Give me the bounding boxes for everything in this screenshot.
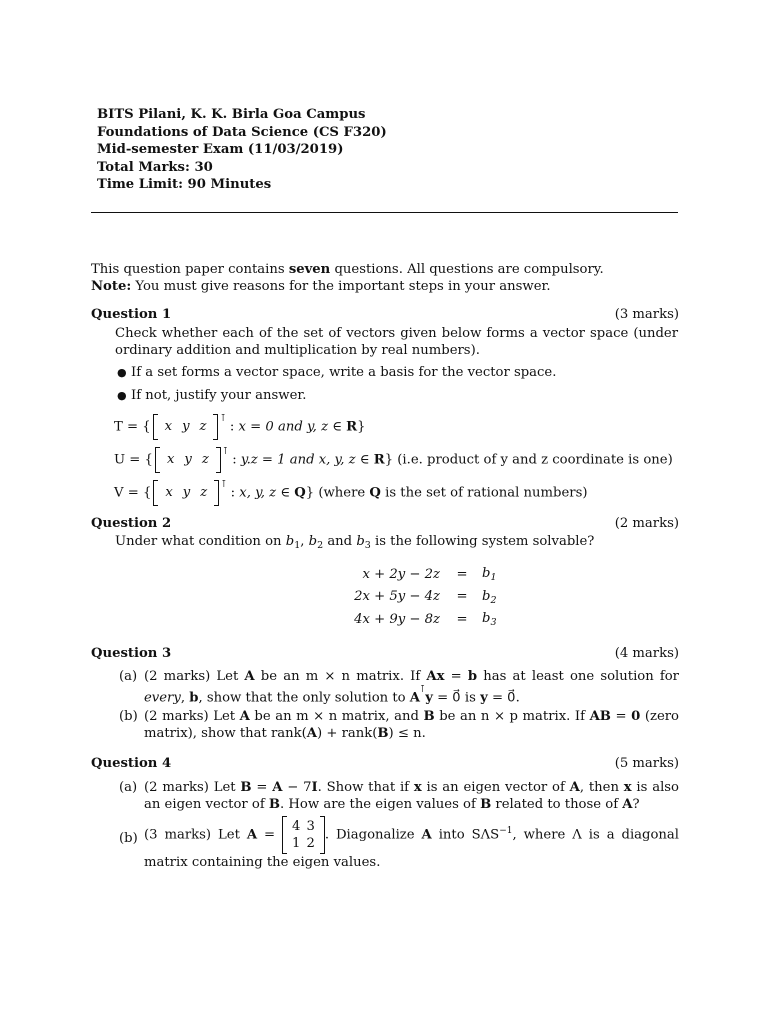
question-1-body: Check whether each of the set of vectors given below forms a vector space (under ordinary addition and multiplication by real numbers). <box>115 326 678 358</box>
question-3-marks: (4 marks) <box>614 646 679 661</box>
header-exam: Mid-semester Exam (11/03/2019) <box>97 142 344 157</box>
question-2-title: Question 2 <box>91 516 172 531</box>
question-1-bullet-1: ● If a set forms a vector space, write a basis for the vector space. <box>117 365 557 380</box>
question-1-bullet-2: ● If not, justify your answer. <box>117 388 307 403</box>
exam-header <box>97 106 387 194</box>
set-V: V = { x y z⊺ : x, y, z ∈ Q} (where Q is the set of rational numbers) <box>114 480 587 503</box>
matrix-A: 4 3 1 2 <box>282 816 325 854</box>
question-1-marks: (3 marks) <box>614 307 679 322</box>
header-institution: BITS Pilani, K. K. Birla Goa Campus <box>97 107 366 122</box>
set-U: U = { x y z⊺ : y.z = 1 and x, y, z ∈ R} (i.e. product of y and z coordinate is one) <box>114 447 673 470</box>
question-4-marks: (5 marks) <box>614 756 679 771</box>
question-1-title: Question 1 <box>91 307 172 322</box>
header-course: Foundations of Data Science (CS F320) <box>97 124 387 140</box>
question-2-body: Under what condition on $b_1$, $b_2$ and $b_3$ is the following system solvable? <box>115 534 595 551</box>
exam-page: BITS Pilani, K. K. Birla Goa Campus Foundations of Data Science (CS F320) Mid-semester Exam (11/03/2019) Total Marks: 30 Time Limit: 90 Minutes This question paper contains seven questions. All questions are compulsory. Note: You must give reasons for the important steps in your answer. Question 1 (3 marks) Check whether each of the set of vectors given below forms a vector space (under ordinary addition and multiplication by real numbers). ● If a set forms a vector space, write a basis for the vector space. ● If not, justify your answer. T = { x y z⊺ : x = 0 and y, z ∈ R} U = { x y z⊺ : y.z = 1 and x, y, z ∈ R} (i.e. product of y and z coordinate is one) V = { x y z⊺ : x, y, z ∈ Q} (where Q is the set of rational numbers) Question 2 (2 marks) Under what condition on $b_1$, $b_2$ and $b_3$ is the following system solvable? x + 2y − 2z = $b_1$ 2x + 5y − 4z = $b_2$ 4x + 9y − 8z = $b_3$ Question 3 (4 marks) (a) (2 marks) Let A be an m × n matrix. If Ax = b has at least one solution for every, b, show that the only solution to A⊺y = 0⃗ is y = 0⃗. (b) (2 marks) Let A be an m × n matrix, and B be an n × p matrix. If AB = 0 (zero matrix), show that rank(A) + rank(B) ≤ n. Question 4 (5 marks) (a) (2 marks) Let B = A − 7I. Show that if x is an eigen vector of A, then x is also an eigen vector of B. How are the eigen values of B related to those of A? (b) (3 marks) Let A = 4 3 1 2 . Diagonalize A into $S\Lambda S^{-1}$, where Λ is a diagonal matrix containing the eigen values. <box>91 107 679 870</box>
question-3-header <box>91 645 679 663</box>
question-3-title: Question 3 <box>91 646 172 661</box>
header-time-limit: Time Limit: 90 Minutes <box>97 177 272 192</box>
question-2-marks: (2 marks) <box>614 516 679 531</box>
row-vector: x y z <box>155 450 221 470</box>
intro-text: This question paper contains seven questions. All questions are compulsory. <box>91 262 604 277</box>
intro-note: Note: You must give reasons for the important steps in your answer. <box>91 279 551 294</box>
row-vector: x y z <box>153 417 219 437</box>
question-4-header <box>91 755 679 773</box>
row-vector: x y z <box>153 483 219 503</box>
header-total-marks: Total Marks: 30 <box>97 159 213 175</box>
set-T: T = { x y z⊺ : x = 0 and y, z ∈ R} <box>114 414 366 437</box>
question-1-header <box>91 306 679 324</box>
header-divider <box>91 212 678 213</box>
question-4-title: Question 4 <box>91 756 172 771</box>
question-2-header <box>91 515 679 533</box>
equation-system: x + 2y − 2z = $b_1$ 2x + 5y − 4z = $b_2$ 4x + 9y − 8z = $b_3$ <box>354 566 497 628</box>
